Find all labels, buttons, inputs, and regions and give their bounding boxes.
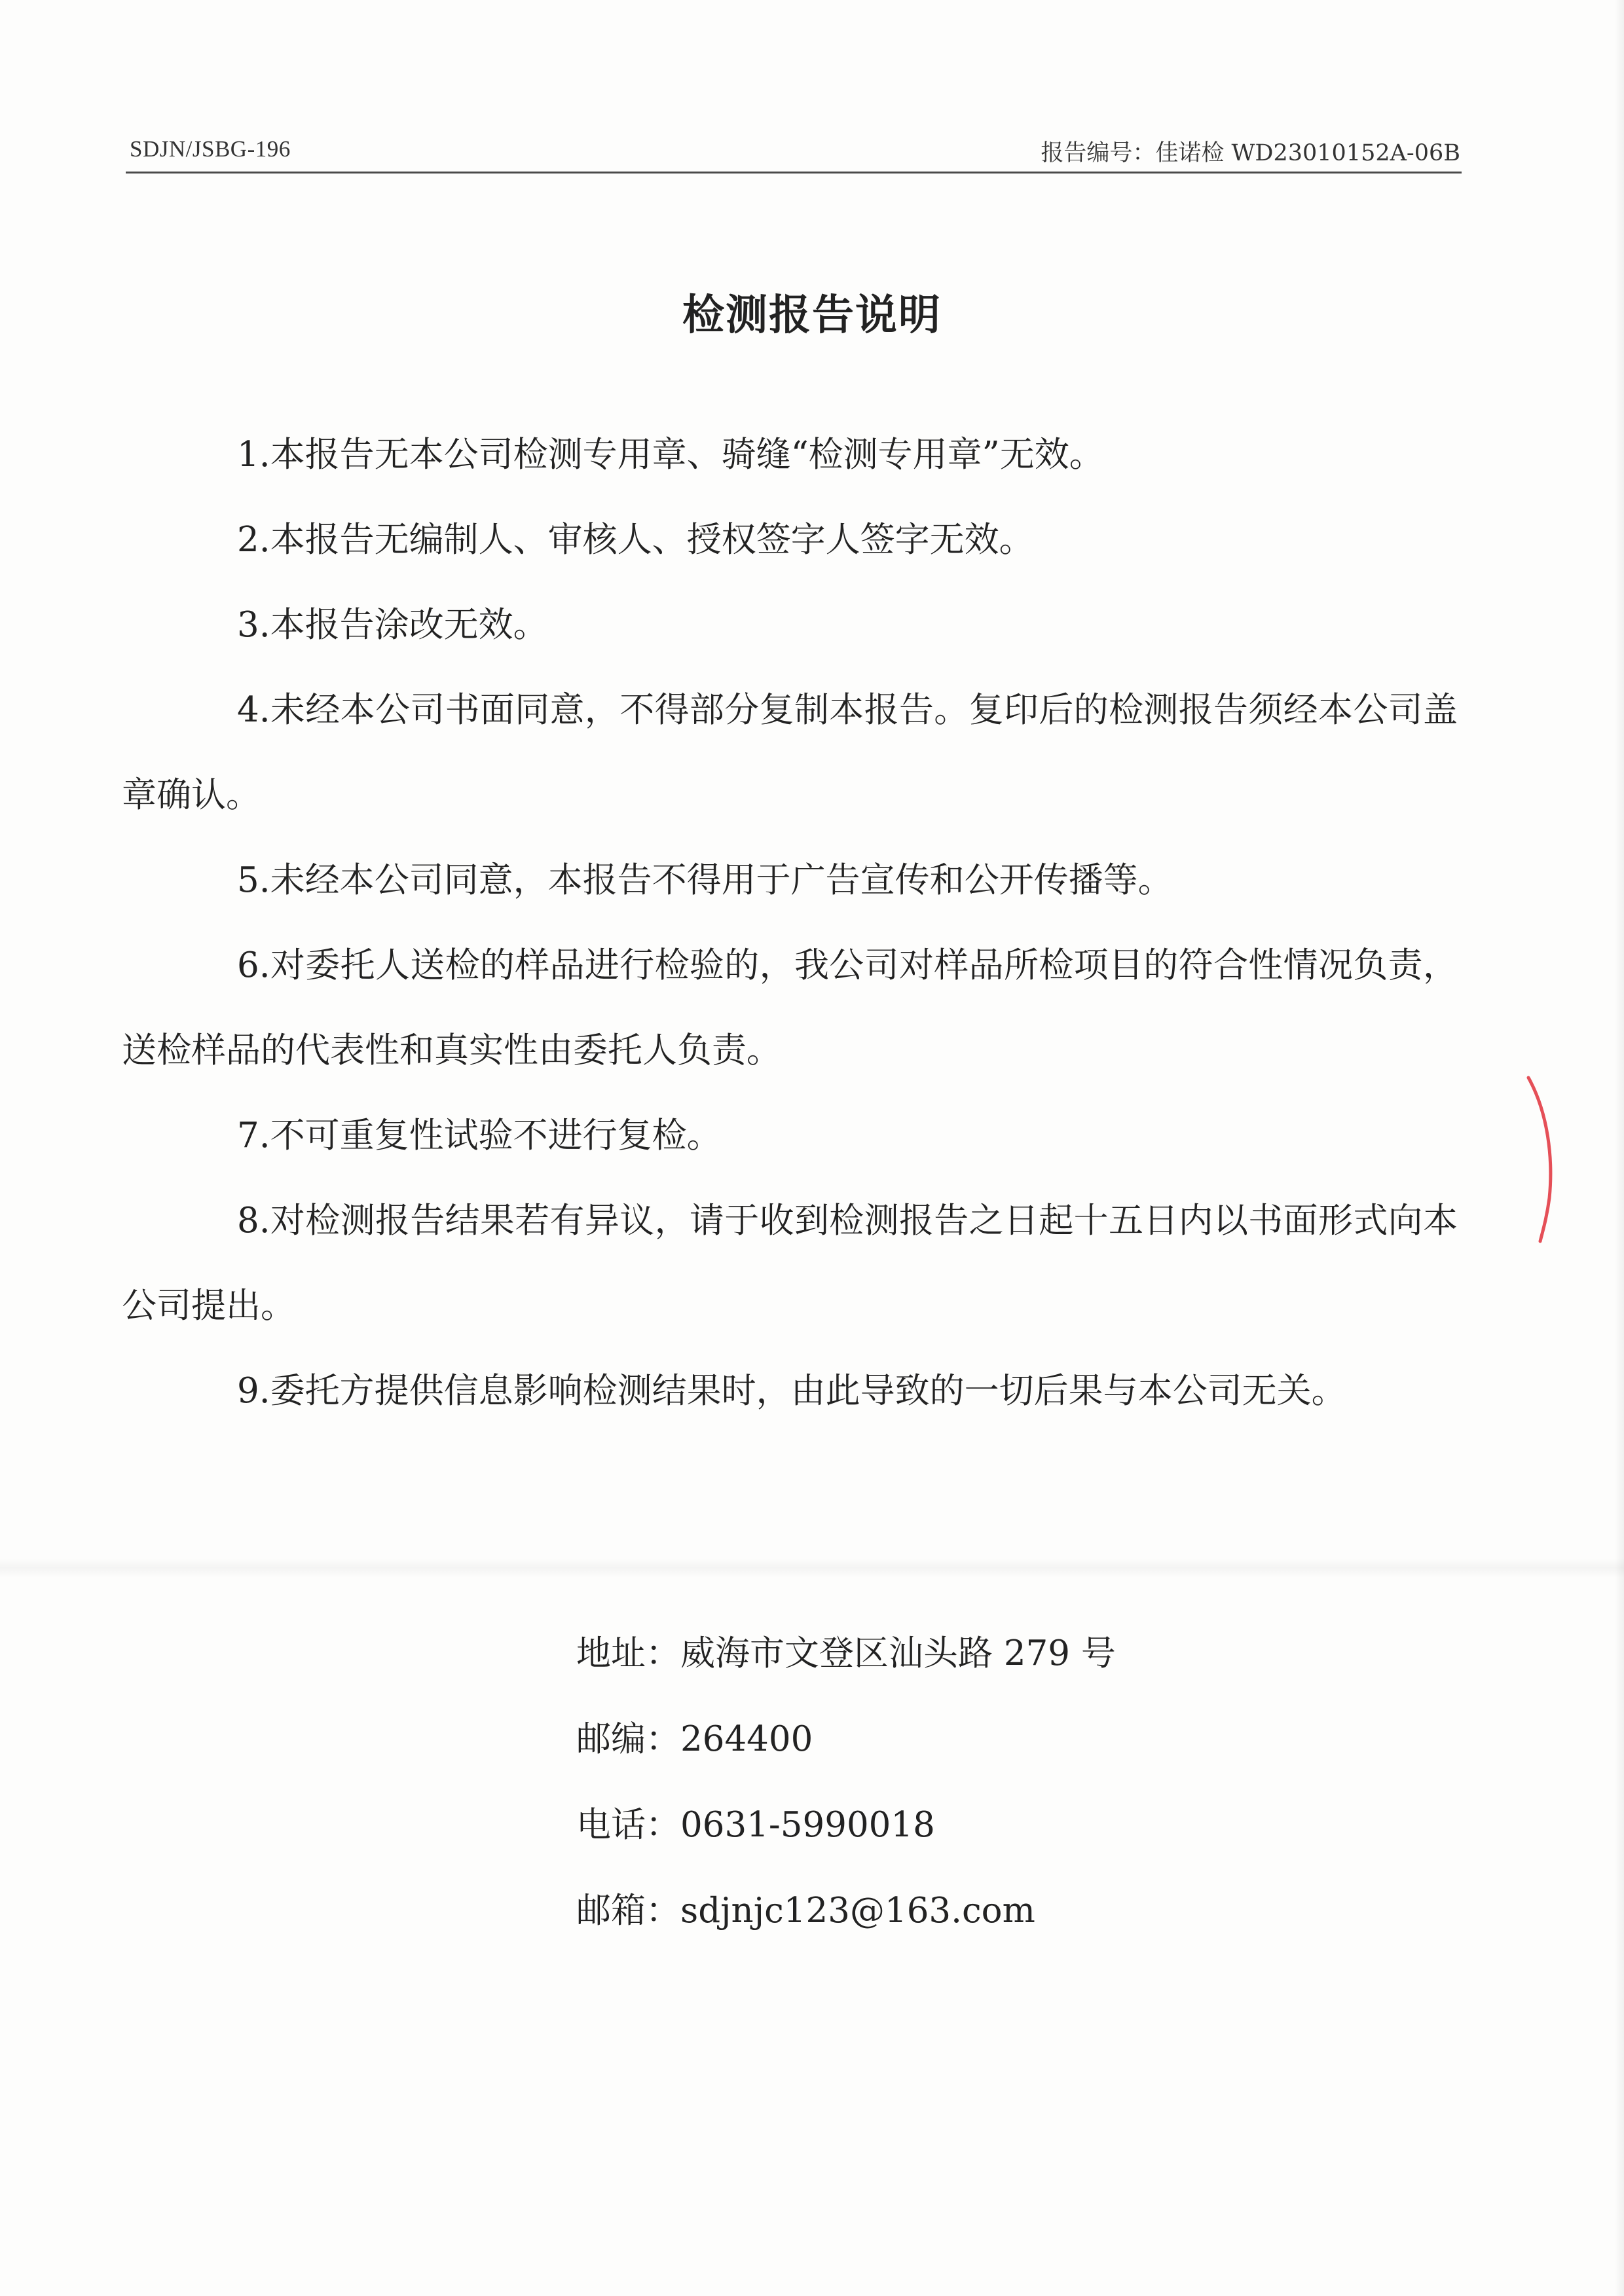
note-item-9: 9.委托方提供信息影响检测结果时，由此导致的一切后果与本公司无关。 <box>237 1371 1346 1411</box>
page-title: 检测报告说明 <box>682 291 942 340</box>
scan-fold-shadow <box>0 1558 1624 1578</box>
document-code: SDJN/JSBG-196 <box>130 136 291 162</box>
note-item-7: 7.不可重复性试验不进行复检。 <box>237 1116 722 1156</box>
contact-address: 地址：威海市文登区汕头路 279 号 <box>576 1633 1116 1673</box>
note-item-8: 8.对检测报告结果若有异议，请于收到检测报告之日起十五日内以书面形式向本公司提出。 <box>122 1201 1458 1326</box>
contact-block <box>576 1611 1116 1954</box>
contact-phone: 电话：0631-5990018 <box>576 1805 935 1845</box>
contact-email: 邮箱：sdjnjc123@163.com <box>576 1891 1035 1931</box>
contact-postcode: 邮编：264400 <box>576 1719 813 1759</box>
note-item-5: 5.未经本公司同意，本报告不得用于广告宣传和公开传播等。 <box>237 860 1173 900</box>
note-item-2: 2.本报告无编制人、审核人、授权签字人签字无效。 <box>237 520 1034 560</box>
seam-seal-mark <box>1523 1074 1562 1244</box>
note-item-6: 6.对委托人送检的样品进行检验的，我公司对样品所检项目的符合性情况负责，送检样品的代表性和真实性由委托人负责。 <box>122 945 1458 1070</box>
scan-edge-shadow <box>1615 0 1624 2296</box>
note-item-4: 4.未经本公司书面同意，不得部分复制本报告。复印后的检测报告须经本公司盖章确认。 <box>122 690 1458 815</box>
note-item-3: 3.本报告涂改无效。 <box>237 605 548 645</box>
notes-list <box>122 412 1458 1434</box>
report-number: 报告编号：佳诺检 WD23010152A-06B <box>1041 140 1460 166</box>
note-item-1: 1.本报告无本公司检测专用章、骑缝“检测专用章”无效。 <box>237 435 1104 475</box>
header-divider <box>126 172 1462 173</box>
